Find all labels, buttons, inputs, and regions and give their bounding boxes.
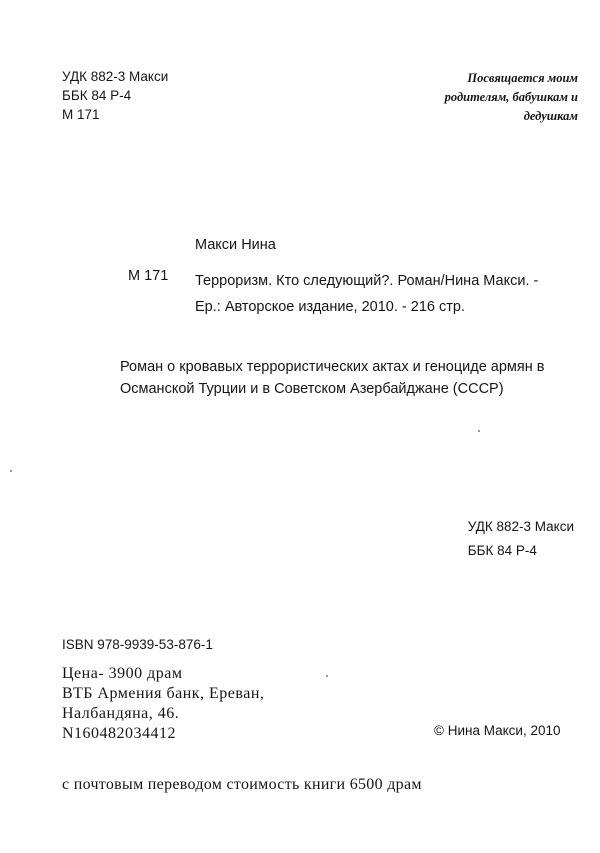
dedication-line: родителям, бабушкам и	[444, 90, 578, 104]
dedication-line: Посвящается моим	[467, 71, 578, 85]
udk-bottom-block	[468, 515, 574, 563]
bbk-code: ББК 84 Р-4	[62, 88, 132, 103]
udk-code: УДК 882-3 Макси	[62, 69, 169, 84]
scan-speck	[478, 430, 480, 432]
bank-name: ВТБ Армения банк, Ереван,	[62, 685, 265, 702]
annotation: Роман о кровавых террористических актах и геноциде армян в Османской Турции и в Советском Азербайджане (СССР)	[120, 359, 545, 397]
postal-note: с почтовым переводом стоимость книги 6500 драм	[62, 776, 422, 793]
price: Цена- 3900 драм	[62, 665, 183, 682]
scan-speck	[326, 675, 328, 677]
author-name: Макси Нина	[195, 237, 276, 253]
bibliographic-line: Ер.: Авторское издание, 2010. - 216 стр.	[195, 299, 465, 315]
catalog-code: М 171	[128, 268, 169, 284]
dedication	[408, 69, 578, 126]
isbn: ISBN 978-9939-53-876-1	[62, 637, 213, 652]
scan-speck	[10, 470, 12, 472]
account-number: N160482034412	[62, 725, 177, 742]
copyright: © Нина Макси, 2010	[434, 723, 561, 738]
bibliographic-line: Терроризм. Кто следующий?. Роман/Нина Макси. -	[195, 273, 539, 289]
bibliographic-entry	[195, 268, 595, 320]
dedication-line: дедушкам	[523, 109, 578, 123]
udk-top-block	[62, 67, 168, 124]
bbk-code: ББК 84 Р-4	[467, 543, 537, 558]
bank-address: Налбандяна, 46.	[62, 705, 180, 722]
udk-code: УДК 882-3 Макси	[467, 519, 574, 534]
price-block	[62, 664, 264, 744]
author-mark: М 171	[62, 107, 100, 122]
